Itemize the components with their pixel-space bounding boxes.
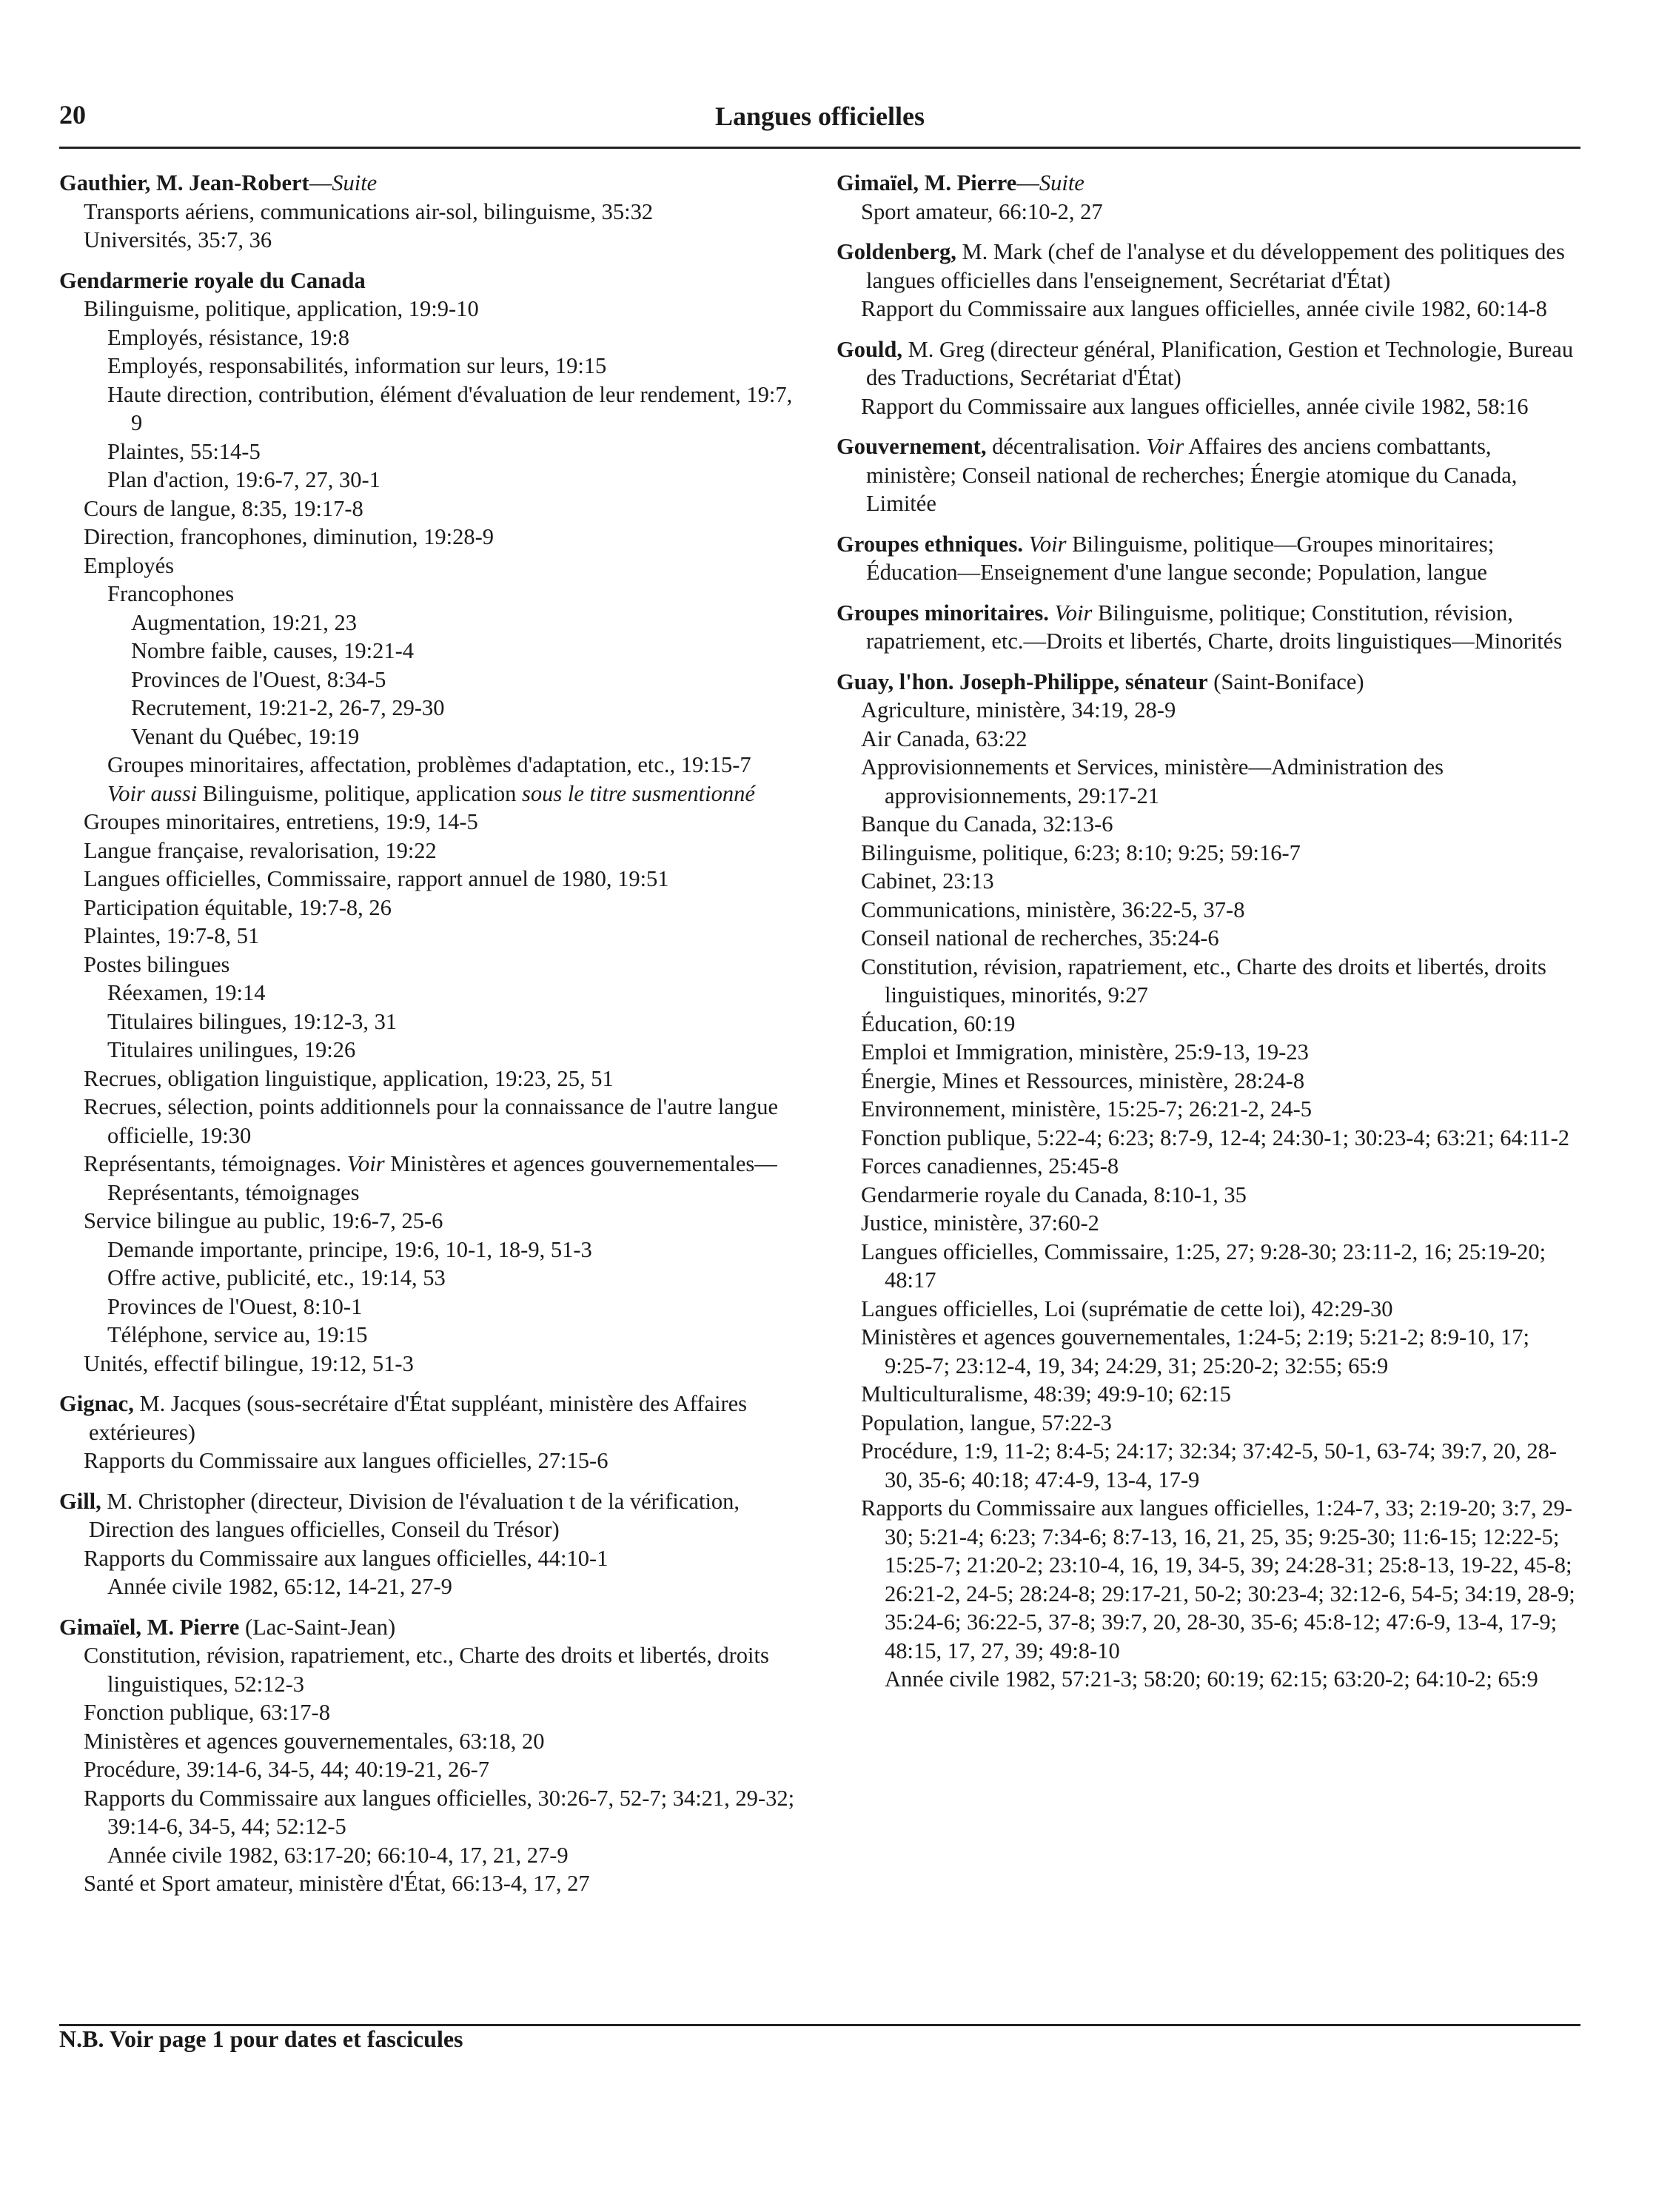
subitem-text: Employés [84,552,174,578]
entry-description [1049,600,1055,626]
entry-subitem [59,723,807,751]
entry-subitem [59,1150,807,1207]
entry-subitem [59,1207,807,1236]
entry-subitem [837,1494,1580,1665]
subitem-text: Constitution, révision, rapatriement, etc., Charte des droits et libertés, droits linguistiques, 52:12-3 [84,1643,769,1697]
subitem-text: Cabinet, 23:13 [861,868,994,894]
entry-subitem [59,352,807,381]
page-number: 20 [59,100,86,130]
entry-description: décentralisation. [986,434,1147,459]
entry-heading [837,599,1580,656]
subitem-text: Rapport du Commissaire aux langues officielles, année civile 1982, 60:14-8 [861,296,1547,321]
subitem-qualifier: sous le titre susmentionné [522,780,755,806]
entry-subitem [837,867,1580,896]
entry-subitem [837,1181,1580,1210]
entry-subitem [59,808,807,837]
entry-subitem [59,552,807,580]
subitem-text: Population, langue, 57:22-3 [861,1410,1112,1435]
entry-subitem [59,1572,807,1601]
subitem-text: Recrutement, 19:21-2, 26-7, 29-30 [131,695,445,720]
subitem-text: Ministères et agences gouvernementales, 63:18, 20 [84,1728,545,1754]
entry-subitem [59,1293,807,1321]
subitem-text: Recrues, obligation linguistique, application, 19:23, 25, 51 [84,1065,614,1091]
subitem-text: Année civile 1982, 63:17-20; 66:10-4, 17, 21, 27-9 [107,1842,569,1868]
subitem-text: Haute direction, contribution, élément d'évaluation de leur rendement, 19:7, 9 [107,381,793,435]
see-label: Voir [346,1151,385,1176]
entry-subitem [837,1209,1580,1238]
entry-heading [59,1613,807,1642]
index-entry [837,238,1580,324]
entry-name: Gould, [837,336,902,362]
subitem-text: Langue française, revalorisation, 19:22 [84,837,437,863]
subitem-text: Groupes minoritaires, entretiens, 19:9, 14-5 [84,809,478,834]
entry-name: Guay, l'hon. Joseph-Philippe, sénateur [837,668,1208,694]
entry-name: Gimaïel, M. Pierre [59,1614,240,1640]
entry-subitem [59,1264,807,1293]
subitem-text: Approvisionnements et Services, ministère—Administration des approvisionnements, 29:17-21 [861,754,1444,808]
subitem-text: Plan d'action, 19:6-7, 27, 30-1 [107,467,381,492]
subitem-text: Participation équitable, 19:7-8, 26 [84,894,392,920]
entry-heading [59,1487,807,1544]
subitem-text: Sport amateur, 66:10-2, 27 [861,198,1103,224]
right-column [837,169,1580,1706]
entry-subitem [837,1095,1580,1124]
subitem-text: Postes bilingues [84,951,230,977]
entry-subitem [837,295,1580,324]
header-rule [59,147,1580,149]
see-label: Voir [1146,434,1184,459]
entry-subitem [837,1152,1580,1181]
subitem-text: Réexamen, 19:14 [107,980,266,1005]
entry-subitem [59,1727,807,1756]
entry-heading [59,267,807,295]
subitem-text: Année civile 1982, 65:12, 14-21, 27-9 [107,1574,452,1599]
entry-subitem [59,666,807,694]
entry-subitem [59,1447,807,1475]
subitem-text: Année civile 1982, 57:21-3; 58:20; 60:19; 62:15; 63:20-2; 64:10-2; 65:9 [885,1666,1538,1692]
entry-description: M. Jacques (sous-secrétaire d'État suppléant, ministère des Affaires extérieures) [89,1391,748,1445]
entry-subitem [59,381,807,438]
entry-description: (Saint-Boniface) [1207,668,1364,694]
entry-subitem [59,1869,807,1898]
subitem-text: Augmentation, 19:21, 23 [131,609,357,635]
index-entry [59,1613,807,1898]
entry-name: Gouvernement, [837,434,987,459]
subitem-text: Universités, 35:7, 36 [84,227,272,252]
subitem-text: Titulaires unilingues, 19:26 [107,1037,356,1062]
subitem-text: Fonction publique, 63:17-8 [84,1700,330,1725]
entry-subitem [837,1010,1580,1039]
entry-subitem [837,198,1580,227]
entry-subitem [59,780,807,808]
entry-subitem [837,1124,1580,1153]
entry-name: Gauthier, M. Jean-Robert [59,170,309,195]
entry-subitem [837,1409,1580,1438]
entry-dash: — [1016,170,1039,195]
subitem-text: Unités, effectif bilingue, 19:12, 51-3 [84,1350,414,1376]
entry-heading [59,1390,807,1447]
entry-subitem [59,1321,807,1350]
subitem-text: Représentants, témoignages. [84,1151,347,1176]
entry-heading [837,432,1580,518]
subitem-text: Offre active, publicité, etc., 19:14, 53 [107,1265,446,1290]
see-reference: Affaires des anciens combattants, ministère; Conseil national de recherches; Énergie atomique du Canada, Limitée [866,434,1518,516]
entry-name: Gimaïel, M. Pierre [837,170,1017,195]
entry-subitem [837,725,1580,754]
subitem-text: Procédure, 1:9, 11-2; 8:4-5; 24:17; 32:34; 37:42-5, 50-1, 63-74; 39:7, 20, 28-30, 35-6; 40:18; 47:4-9, 13-4, 17-9 [861,1438,1558,1492]
subitem-text: Air Canada, 63:22 [861,725,1028,751]
entry-subitem [59,1350,807,1378]
subitem-text: Agriculture, ministère, 34:19, 28-9 [861,697,1176,723]
entry-subitem [59,198,807,227]
index-entry [837,599,1580,656]
subitem-text: Forces canadiennes, 25:45-8 [861,1153,1119,1179]
entry-subitem [59,951,807,979]
entry-subitem [59,1065,807,1093]
subitem-text: Rapports du Commissaire aux langues officielles, 27:15-6 [84,1448,609,1473]
subitem-text: Employés, résistance, 19:8 [107,324,349,350]
subitem-text: Ministères et agences gouvernementales, 1:24-5; 2:19; 5:21-2; 8:9-10, 17; 9:25-7; 23:12-4, 19, 34; 24:29, 31; 25:20-2; 32:55; 65:9 [861,1324,1529,1378]
see-reference: Bilinguisme, politique; Constitution, révision, rapatriement, etc.—Droits et libertés, Charte, droits linguistiques—Minorités [866,600,1563,654]
entry-subitem [837,1295,1580,1324]
entry-subitem [59,1544,807,1573]
entry-subitem [59,694,807,723]
entry-heading [837,238,1580,295]
entry-description: M. Mark (chef de l'analyse et du développement des politiques des langues officielles dans l'enseignement, Secrétariat d'État) [866,239,1565,293]
entry-subitem [837,896,1580,925]
entry-subitem [59,637,807,666]
entry-subitem [837,1323,1580,1380]
entry-subitem [59,523,807,552]
entry-name: Gendarmerie royale du Canada [59,267,366,293]
index-entry [837,432,1580,518]
entry-name: Groupes minoritaires. [837,600,1049,626]
entry-subitem [59,295,807,324]
subitem-text: Langues officielles, Commissaire, 1:25, 27; 9:28-30; 23:11-2, 16; 25:19-20; 48:17 [861,1239,1546,1293]
left-column [59,169,807,1910]
entry-subitem [837,1665,1580,1694]
subitem-text: Banque du Canada, 32:13-6 [861,811,1113,837]
subitem-text: Plaintes, 55:14-5 [107,438,261,464]
subitem-text: Emploi et Immigration, ministère, 25:9-13, 19-23 [861,1039,1309,1065]
subitem-text: Constitution, révision, rapatriement, etc., Charte des droits et libertés, droits linguistiques, minorités, 9:27 [861,953,1546,1008]
entry-heading [59,169,807,198]
subitem-text: Rapports du Commissaire aux langues officielles, 44:10-1 [84,1545,609,1571]
subitem-text: Téléphone, service au, 19:15 [107,1322,368,1347]
subitem-text: Communications, ministère, 36:22-5, 37-8 [861,896,1245,922]
entry-subitem [837,1038,1580,1067]
subitem-text: Éducation, 60:19 [861,1011,1016,1036]
entry-subitem [59,1036,807,1065]
entry-heading [837,335,1580,392]
subitem-text: Transports aériens, communications air-sol, bilinguisme, 35:32 [84,198,654,224]
subitem-text: Bilinguisme, politique, 6:23; 8:10; 9:25; 59:16-7 [861,839,1301,865]
page-header [59,95,1580,139]
entry-subitem [59,438,807,466]
entry-subitem [837,1238,1580,1295]
entry-heading [837,530,1580,587]
entry-continued: Suite [332,170,378,195]
subitem-text: Environnement, ministère, 15:25-7; 26:21-2, 24-5 [861,1096,1313,1122]
entry-subitem [837,1380,1580,1409]
entry-subitem [837,953,1580,1010]
subitem-text: Multiculturalisme, 48:39; 49:9-10; 62:15 [861,1381,1231,1407]
entry-subitem [59,609,807,637]
subitem-text: Langues officielles, Commissaire, rapport annuel de 1980, 19:51 [84,866,669,891]
subitem-text: Plaintes, 19:7-8, 51 [84,923,260,948]
entry-description: (Lac-Saint-Jean) [239,1614,396,1640]
subitem-text: Groupes minoritaires, affectation, problèmes d'adaptation, etc., 19:15-7 [107,752,751,777]
entry-subitem [837,696,1580,725]
see-reference: Bilinguisme, politique—Groupes minoritaires; Éducation—Enseignement d'une langue seconde; Population, langue [866,531,1495,585]
entry-name: Goldenberg, [837,239,956,264]
entry-description: M. Christopher (directeur, Division de l'évaluation t de la vérification, Direction des langues officielles, Conseil du Trésor) [89,1488,740,1542]
entry-subitem [59,226,807,255]
subitem-text: Fonction publique, 5:22-4; 6:23; 8:7-9, 12-4; 24:30-1; 30:23-4; 63:21; 64:11-2 [861,1125,1570,1150]
subitem-text: Direction, francophones, diminution, 19:28-9 [84,524,494,549]
entry-subitem [59,324,807,352]
entry-subitem [59,580,807,609]
entry-subitem [59,1698,807,1727]
entry-subitem [59,751,807,780]
index-entry [59,1390,807,1475]
entry-subitem [837,1437,1580,1494]
entry-subitem [59,1841,807,1870]
entry-heading [837,169,1580,198]
subitem-text: Langues officielles, Loi (suprématie de cette loi), 42:29-30 [861,1296,1393,1321]
entry-subitem [59,1755,807,1784]
subitem-text: Procédure, 39:14-6, 34-5, 44; 40:19-21, 26-7 [84,1757,490,1782]
index-entry [59,267,807,1378]
see-reference: Ministères et agences gouvernementales—Représentants, témoignages [107,1151,777,1205]
see-label: Voir aussi [107,780,198,806]
subitem-text: Demande importante, principe, 19:6, 10-1, 18-9, 51-3 [107,1236,592,1262]
entry-subitem [837,1067,1580,1096]
see-label: Voir [1028,531,1067,557]
entry-name: Groupes ethniques. [837,531,1023,557]
subitem-text: Énergie, Mines et Ressources, ministère, 28:24-8 [861,1068,1305,1093]
entry-subitem [837,839,1580,868]
entry-subitem [59,1008,807,1036]
entry-subitem [59,495,807,523]
subitem-text: Titulaires bilingues, 19:12-3, 31 [107,1008,398,1034]
index-entry [837,530,1580,587]
entry-subitem [837,392,1580,421]
index-entry [837,335,1580,421]
footnote: N.B. Voir page 1 pour dates et fascicules [59,2025,463,2052]
subitem-text: Bilinguisme, politique, application [197,780,522,806]
subitem-text: Venant du Québec, 19:19 [131,723,360,749]
entry-subitem [837,810,1580,839]
entry-continued: Suite [1039,170,1085,195]
entry-subitem [837,753,1580,810]
index-entry [837,169,1580,226]
subitem-text: Bilinguisme, politique, application, 19:9-10 [84,296,479,321]
subitem-text: Recrues, sélection, points additionnels pour la connaissance de l'autre langue officielle, 19:30 [84,1094,778,1148]
subitem-text: Justice, ministère, 37:60-2 [861,1210,1099,1236]
page-title: Langues officielles [715,101,925,131]
entry-subitem [59,894,807,922]
entry-subitem [59,865,807,894]
subitem-text: Francophones [107,581,235,606]
subitem-text: Nombre faible, causes, 19:21-4 [131,638,414,663]
subitem-text: Employés, responsabilités, information sur leurs, 19:15 [107,353,607,378]
subitem-text: Conseil national de recherches, 35:24-6 [861,925,1219,951]
subitem-text: Rapports du Commissaire aux langues officielles, 30:26-7, 52-7; 34:21, 29-32; 39:14-6, 34-5, 44; 52:12-5 [84,1785,795,1839]
index-entry [59,169,807,255]
entry-heading [837,668,1580,697]
entry-name: Gignac, [59,1391,134,1416]
entry-subitem [59,979,807,1008]
entry-subitem [59,466,807,495]
index-entry [59,1487,807,1601]
entry-name: Gill, [59,1488,101,1514]
subitem-text: Rapport du Commissaire aux langues officielles, année civile 1982, 58:16 [861,393,1529,419]
entry-subitem [59,1093,807,1150]
entry-subitem [59,1236,807,1264]
subitem-text: Provinces de l'Ouest, 8:10-1 [107,1293,363,1319]
entry-subitem [59,1641,807,1698]
subitem-text: Service bilingue au public, 19:6-7, 25-6 [84,1208,443,1233]
entry-subitem [59,1784,807,1841]
entry-subitem [837,924,1580,953]
subitem-text: Cours de langue, 8:35, 19:17-8 [84,495,363,521]
entry-description [1023,532,1029,557]
subitem-text: Rapports du Commissaire aux langues officielles, 1:24-7, 33; 2:19-20; 3:7, 29-30; 5:21-4; 6:23; 7:34-6; 8:7-13, 16, 21, 25, 35; 9:25-30; 11:6-15; 12:22-5; 15:25-7; 21:20-2; 23:10-4, 16, 19, 34-5, 39; 24:28-31; 25:8-13, 19-22, 45-8; 26:21-2, 24-5; 28:24-8; 29:17-21, 50-2; 30:23-4; 32:12-6, 54-5; 34:19, 28-9; 35:24-6; 36:22-5, 37-8; 39:7, 20, 28-30, 35-6; 45:8-12; 47:6-9, 13-4, 17-9; 48:15, 17, 27, 39; 49:8-10 [861,1495,1575,1663]
subitem-text: Santé et Sport amateur, ministère d'État, 66:13-4, 17, 27 [84,1871,590,1896]
entry-dash: — [309,170,332,195]
see-label: Voir [1054,600,1093,626]
subitem-text: Gendarmerie royale du Canada, 8:10-1, 35 [861,1182,1247,1207]
entry-description: M. Greg (directeur général, Planification, Gestion et Technologie, Bureau des Traductions, Secrétariat d'État) [866,336,1574,390]
entry-subitem [59,837,807,865]
subitem-text: Provinces de l'Ouest, 8:34-5 [131,666,386,692]
entry-subitem [59,922,807,951]
index-entry [837,668,1580,1694]
